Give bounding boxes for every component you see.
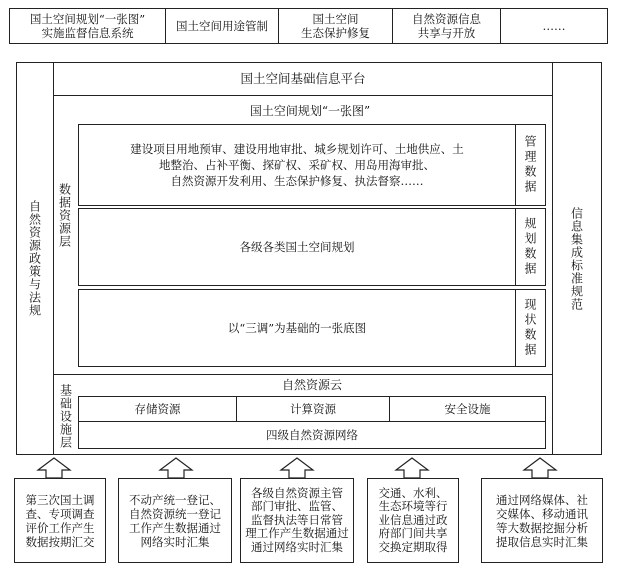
top-system-1-line-1: 国土空间规划“一张图” xyxy=(29,12,146,26)
natural-resource-cloud: 自然资源云 xyxy=(281,378,342,392)
infra-layer-label: 基础设施层 xyxy=(58,383,73,449)
top-system-2-line-1: 国土空间用途管制 xyxy=(176,19,268,33)
top-system-3-line-1: 国土空间 xyxy=(312,12,359,26)
source-industry xyxy=(367,478,459,563)
source-registration xyxy=(118,478,232,563)
source-management-line-3: 监督执法等日常管 xyxy=(251,512,343,527)
one-map-title: 国土空间规划“一张图” xyxy=(249,104,371,118)
top-system-4-line-1: 自然资源信息 xyxy=(412,12,481,26)
source-big-data-line-3: 等大数据挖掘分析 xyxy=(496,520,588,535)
standards-label: 信息集成标准规范 xyxy=(569,206,584,311)
planning-data-content: 各级各类国土空间规划 xyxy=(239,240,355,254)
source-management-line-2: 部门审批、监管、 xyxy=(251,499,343,514)
policy-regulations-label: 自然资源政策与法规 xyxy=(27,200,42,317)
source-big-data-line-4: 提取信息实时汇集 xyxy=(496,534,588,549)
source-registration-line-4: 网络实时汇集 xyxy=(140,534,210,549)
source-big-data-line-2: 交媒体、移动通讯 xyxy=(496,506,588,521)
platform-title: 国土空间基础信息平台 xyxy=(240,71,366,86)
management-data-line-1: 建设项目用地预审、建设用地审批、城乡规划许可、土地供应、土 xyxy=(130,142,464,156)
source-industry-line-2: 生态环境等行 xyxy=(378,499,448,514)
source-survey-line-1: 第三次国土调 xyxy=(25,492,95,507)
status-data-tag-label: 现状数据 xyxy=(523,298,537,358)
data-layer-label: 数据资源层 xyxy=(57,182,72,248)
source-registration-line-1: 不动产统一登记、 xyxy=(129,492,221,507)
top-system-3-line-2: 生态保护修复 xyxy=(301,26,370,40)
status-data-content: 以“三调”为基础的一张底图 xyxy=(227,321,367,335)
source-registration-line-3: 工作产生数据通过 xyxy=(129,520,221,535)
arrow-1 xyxy=(38,458,70,478)
source-survey-line-4: 数据按期汇交 xyxy=(25,534,95,549)
security-facilities: 安全设施 xyxy=(389,396,546,422)
arrow-3 xyxy=(281,458,313,478)
source-industry-line-4: 府部门间共享 xyxy=(378,526,448,541)
source-survey xyxy=(14,478,106,563)
top-system-4-line-2: 共享与开放 xyxy=(417,26,476,40)
source-industry-line-1: 交通、水利、 xyxy=(378,485,448,500)
arrow-2 xyxy=(160,458,192,478)
source-survey-line-2: 查、专项调查 xyxy=(25,506,95,521)
arrow-4 xyxy=(396,458,428,478)
source-management-line-4: 理工作产生数据通过 xyxy=(245,526,349,541)
four-level-network: 四级自然资源网络 xyxy=(78,421,546,449)
management-data-line-3: 自然资源开发利用、生态保护修复、执法督察…… xyxy=(170,174,424,188)
top-system-5-line-1: …… xyxy=(542,19,566,33)
source-big-data-line-1: 通过网络媒体、社 xyxy=(496,492,588,507)
top-system-1-line-2: 实施监督信息系统 xyxy=(41,26,134,40)
compute-resources: 计算资源 xyxy=(236,396,390,422)
source-registration-line-2: 自然资源统一登记 xyxy=(129,506,221,521)
management-data-line-2: 地整治、占补平衡、探矿权、采矿权、用岛用海审批、 xyxy=(159,158,435,172)
source-industry-line-3: 业信息通过政 xyxy=(378,512,448,527)
source-management xyxy=(240,478,354,563)
management-data-tag-label: 管理数据 xyxy=(523,135,537,195)
planning-data-tag-label: 规划数据 xyxy=(523,217,537,277)
arrow-5 xyxy=(524,458,556,478)
source-industry-line-5: 交换定期取得 xyxy=(378,539,448,554)
source-survey-line-3: 评价工作产生 xyxy=(25,520,95,535)
source-management-line-5: 通过网络实时汇集 xyxy=(251,539,343,554)
source-big-data xyxy=(481,478,603,563)
storage-resources: 存储资源 xyxy=(78,396,237,422)
source-management-line-1: 各级自然资源主管 xyxy=(251,485,343,500)
